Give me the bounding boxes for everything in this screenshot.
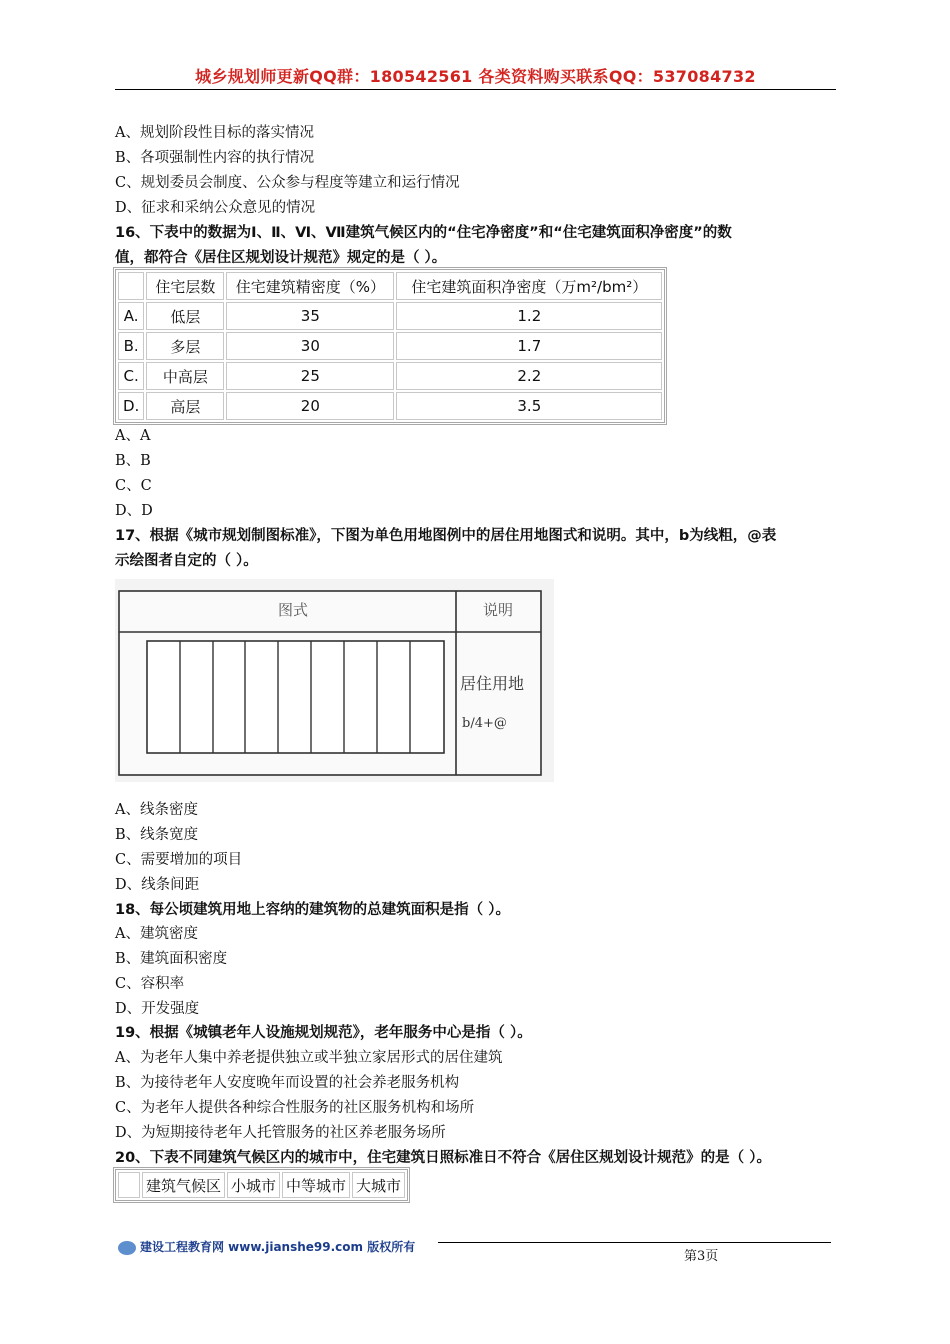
page-header: 城乡规划师更新QQ群：180542561 各类资料购买联系QQ：537084732: [195, 67, 756, 86]
q15-option-b: B、各项强制性内容的执行情况: [115, 150, 315, 166]
q19-option-b: B、为接待老年人安度晚年而设置的社会养老服务机构: [115, 1075, 460, 1091]
q15-option-a: A、规划阶段性目标的落实情况: [115, 125, 314, 141]
table-cell: 2.2: [396, 362, 662, 390]
residential-land-legend-figure: [115, 579, 554, 782]
row-label: B.: [118, 332, 144, 360]
q19-option-d: D、为短期接待老年人托管服务的社区养老服务场所: [115, 1125, 446, 1141]
table-cell: 20: [226, 392, 394, 420]
table-cell: 25: [226, 362, 394, 390]
legend-formula: b/4+@: [462, 716, 507, 731]
table-header-cell: 建筑气候区: [142, 1172, 225, 1198]
table-header-row: [118, 272, 662, 300]
q19-option-a: A、为老年人集中养老提供独立或半独立家居形式的居住建筑: [115, 1050, 503, 1066]
row-label: C.: [118, 362, 144, 390]
q16-option-a: A、A: [115, 428, 151, 444]
table-row: [118, 332, 662, 360]
q16-option-c: C、C: [115, 478, 152, 494]
table-header-cell: 住宅建筑精密度（%）: [226, 272, 394, 300]
q18-option-d: D、开发强度: [115, 1001, 200, 1017]
footer-brand: [118, 1238, 415, 1255]
row-label: A.: [118, 302, 144, 330]
q15-option-c: C、规划委员会制度、公众参与程度等建立和运行情况: [115, 175, 460, 191]
table-row: [118, 302, 662, 330]
table-row: [118, 392, 662, 420]
q15-option-d: D、征求和采纳公众意见的情况: [115, 200, 316, 216]
q17-option-a: A、线条密度: [115, 802, 198, 818]
table-cell: 低层: [146, 302, 224, 330]
q18-stem: 18、每公顷建筑用地上容纳的建筑物的总建筑面积是指（ ）。: [115, 902, 510, 918]
table-header-cell: 住宅建筑面积净密度（万m²/bm²）: [396, 272, 662, 300]
q16-density-table: [113, 267, 667, 425]
residential-hatch-swatch: [147, 641, 444, 753]
q18-option-a: A、建筑密度: [115, 926, 198, 942]
q19-option-c: C、为老年人提供各种综合性服务的社区服务机构和场所: [115, 1100, 475, 1116]
table-header-cell: 住宅层数: [146, 272, 224, 300]
table-row: [118, 362, 662, 390]
footer-rule: [438, 1242, 831, 1243]
page-number: 第3页: [684, 1249, 719, 1264]
q17-option-b: B、线条宽度: [115, 827, 199, 843]
table-cell: 1.2: [396, 302, 662, 330]
q16-option-d: D、D: [115, 503, 153, 519]
q17-stem-line2: 示绘图者自定的（ ）。: [115, 553, 258, 569]
table-header-cell: [118, 1172, 140, 1198]
q18-option-c: C、容积率: [115, 976, 185, 992]
table-cell: 中高层: [146, 362, 224, 390]
q19-stem: 19、根据《城镇老年人设施规划规范》，老年服务中心是指（ ）。: [115, 1025, 532, 1041]
q16-stem-line1: 16、下表中的数据为Ⅰ、Ⅱ、Ⅵ、Ⅶ建筑气候区内的“住宅净密度”和“住宅建筑面积净密度”的数: [115, 225, 732, 241]
legend-col2-header: 说明: [482, 601, 514, 619]
legend-land-label: 居住用地: [460, 674, 525, 693]
q20-sunlight-table: [113, 1167, 410, 1203]
table-header-cell: 中等城市: [282, 1172, 350, 1198]
site-logo-icon: [118, 1241, 136, 1255]
table-cell: 多层: [146, 332, 224, 360]
q17-option-c: C、需要增加的项目: [115, 852, 243, 868]
table-cell: 高层: [146, 392, 224, 420]
header-rule: [115, 89, 836, 90]
footer-brand-text: 建设工程教育网 www.jianshe99.com 版权所有: [140, 1240, 416, 1254]
table-cell: 3.5: [396, 392, 662, 420]
table-header-row: [118, 1172, 405, 1198]
table-header-cell: 大城市: [352, 1172, 405, 1198]
table-cell: 35: [226, 302, 394, 330]
q20-stem: 20、下表不同建筑气候区内的城市中，住宅建筑日照标准日不符合《居住区规划设计规范》的是（ ）。: [115, 1150, 771, 1166]
table-header-cell: [118, 272, 144, 300]
table-header-cell: 小城市: [227, 1172, 280, 1198]
row-label: D.: [118, 392, 144, 420]
q16-option-b: B、B: [115, 453, 151, 469]
table-cell: 30: [226, 332, 394, 360]
table-cell: 1.7: [396, 332, 662, 360]
q17-option-d: D、线条间距: [115, 877, 200, 893]
legend-svg: [115, 579, 554, 782]
q16-stem-line2: 值，都符合《居住区规划设计规范》规定的是（ ）。: [115, 250, 447, 266]
q17-stem-line1: 17、根据《城市规划制图标准》，下图为单色用地图例中的居住用地图式和说明。其中，b为线粗，@表: [115, 528, 777, 544]
legend-col1-header: 图式: [277, 601, 309, 619]
q18-option-b: B、建筑面积密度: [115, 951, 228, 967]
